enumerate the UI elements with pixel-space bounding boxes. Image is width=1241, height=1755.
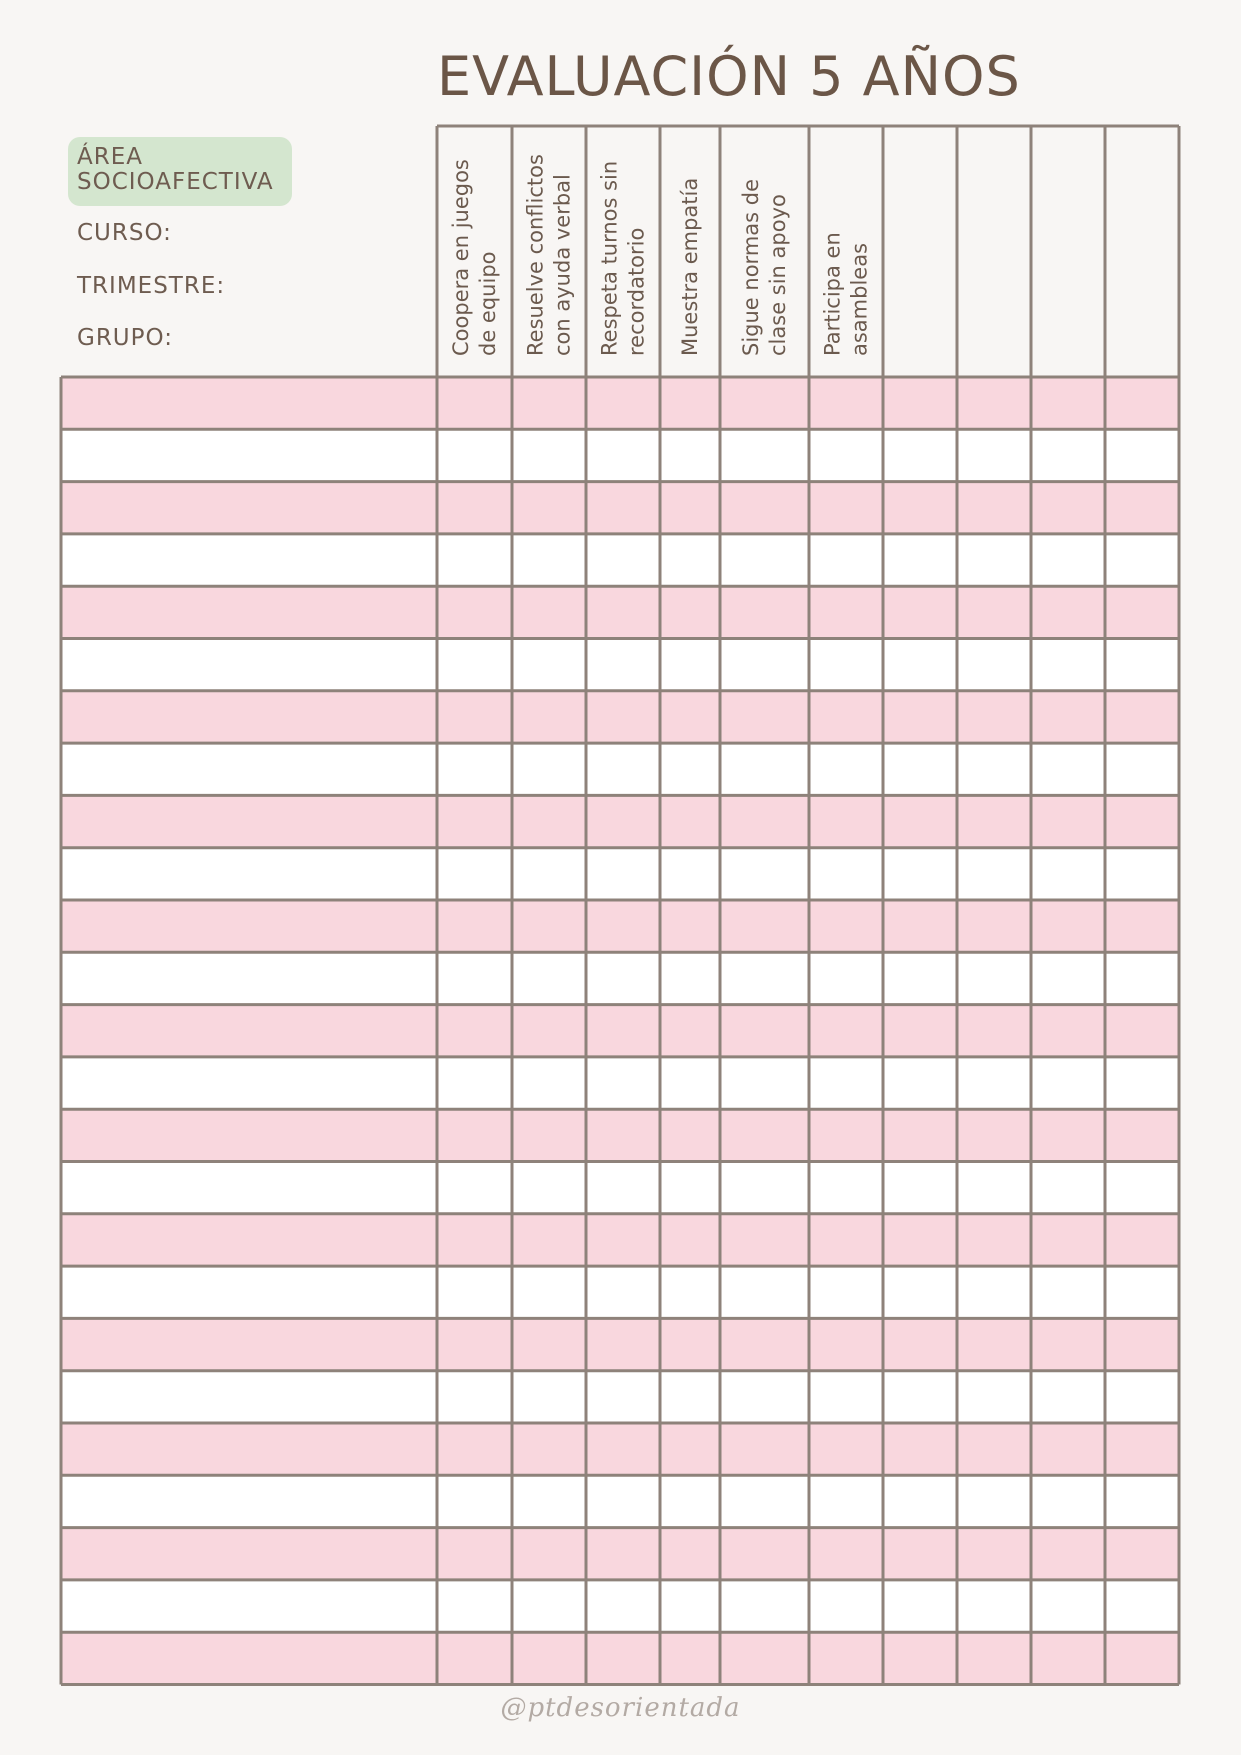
column-header-5-line-1: Sigue normas de <box>739 178 763 356</box>
table-row[interactable] <box>61 1162 1179 1214</box>
column-header-6-line-2: asambleas <box>847 242 872 356</box>
table-row[interactable] <box>61 795 1179 847</box>
table-row[interactable] <box>61 1528 1179 1580</box>
curso-label: CURSO: <box>77 220 172 246</box>
table-row[interactable] <box>61 1109 1179 1161</box>
table-row[interactable] <box>61 1214 1179 1266</box>
column-header-3-line-2: recordatorio <box>624 227 649 356</box>
table-row[interactable] <box>61 482 1179 534</box>
footer-handle: @ptdesorientada <box>500 1693 741 1723</box>
column-header-4-line-1: Muestra empatía <box>678 177 702 356</box>
grupo-label: GRUPO: <box>77 325 173 351</box>
page-title: EVALUACIÓN 5 AÑOS <box>437 45 1021 108</box>
table-row[interactable] <box>61 586 1179 638</box>
table-row[interactable] <box>61 1057 1179 1109</box>
table-row[interactable] <box>61 1475 1179 1527</box>
column-header-1-line-1: Coopera en juegos <box>449 159 473 356</box>
area-label: ÁREA SOCIOAFECTIVA <box>77 144 274 195</box>
table-row[interactable] <box>61 1580 1179 1632</box>
table-row[interactable] <box>61 1423 1179 1475</box>
table-row[interactable] <box>61 1371 1179 1423</box>
table-row[interactable] <box>61 691 1179 743</box>
column-header-5-line-2: clase sin apoyo <box>766 194 790 356</box>
table-row[interactable] <box>61 848 1179 900</box>
table-row[interactable] <box>61 1318 1179 1370</box>
column-header-1-line-2: de equipo <box>476 251 500 356</box>
table-row[interactable] <box>61 900 1179 952</box>
table-row[interactable] <box>61 429 1179 481</box>
column-header-2-line-1: Resuelve conflictos <box>523 154 548 356</box>
table-row[interactable] <box>61 1005 1179 1057</box>
column-header-2-line-2: con ayuda verbal <box>550 174 575 356</box>
table-row[interactable] <box>61 639 1179 691</box>
table-row[interactable] <box>61 1266 1179 1318</box>
table-row[interactable] <box>61 743 1179 795</box>
table-row[interactable] <box>61 952 1179 1004</box>
table-row[interactable] <box>61 377 1179 429</box>
column-header-3-line-1: Respeta turnos sin <box>597 160 622 356</box>
trimestre-label: TRIMESTRE: <box>77 273 226 299</box>
table-row[interactable] <box>61 534 1179 586</box>
column-header-6-line-1: Participa en <box>820 232 845 356</box>
table-row[interactable] <box>61 1632 1179 1684</box>
